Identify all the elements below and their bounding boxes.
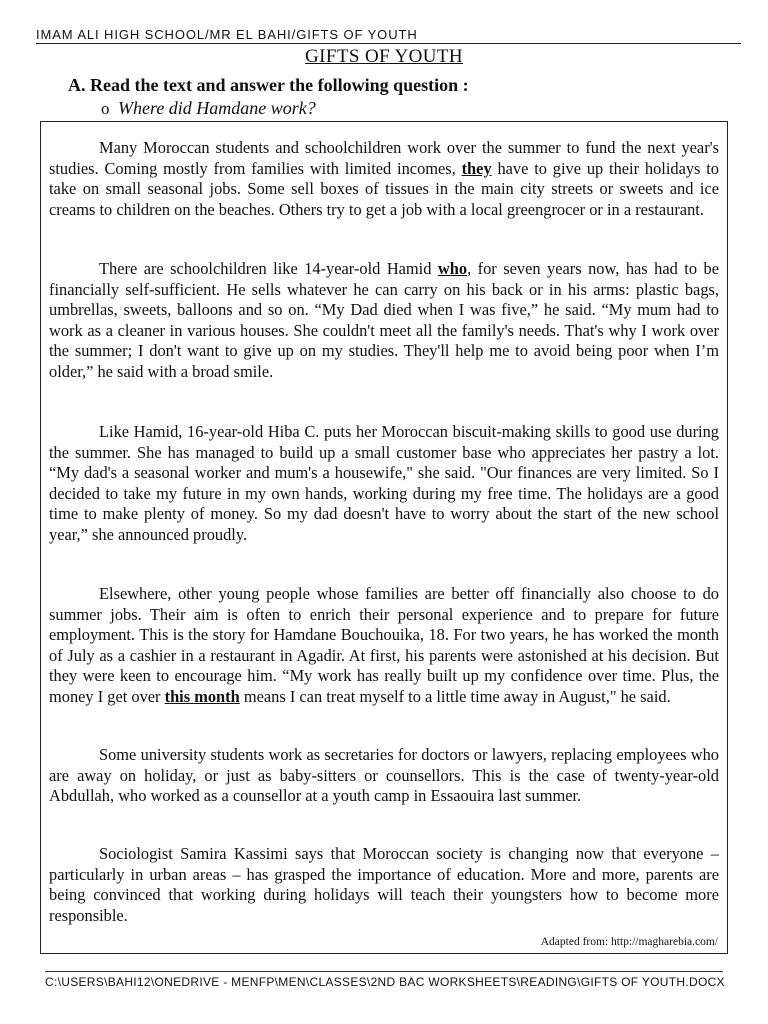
paragraph-2-text-a: There are schoolchildren like 14-year-old Hamid	[99, 259, 438, 278]
paragraph-1-text-a: Many Moroccan students and schoolchildren work over the summer to fund the next year's studies. Coming mostly from families with limited incomes,	[49, 138, 719, 178]
header-divider	[36, 43, 741, 44]
paragraph-4-text-b: means I can treat myself to a little time away in August," he said.	[239, 686, 671, 706]
document-title: GIFTS OF YOUTH	[305, 46, 463, 67]
underlined-word-who: who	[437, 259, 468, 278]
section-heading: A. Read the text and answer the following question :	[68, 75, 469, 95]
paragraph-6: Sociologist Samira Kassimi says that Moroccan society is changing now that everyone – particularly in urban areas – has grasped the importance of education. More and more, parents are being convinced that working during holidays will teach their youngsters how to become more responsible.	[49, 844, 719, 925]
bullet-marker: o	[101, 99, 110, 118]
reading-passage-box	[40, 121, 728, 954]
source-citation: Adapted from: http://magharebia.com/	[540, 936, 718, 948]
paragraph-4-text-a: Elsewhere, other young people whose families are better off financially also choose to do summer jobs. Their aim is often to enrich their personal experience and to prepare for future employment. This is the story for Hamdane Bouchouika, 18. For two years, he has worked the month of July as a cashier in a restaurant in Agadir. At first, his parents were astonished at his decision. But they were keen to encourage him. “My work has really built up my confidence over time. Plus, the money I get over	[49, 584, 719, 706]
paragraph-2	[49, 259, 719, 383]
paragraph-5: Some university students work as secretaries for doctors or lawyers, replacing employees who are away on holiday, or just as baby-sitters or counsellors. This is the case of twenty-year-old Abdullah, who worked as a counsellor at a youth camp in Essaouira last summer.	[49, 745, 719, 806]
underlined-phrase-this-month: this month	[164, 686, 240, 706]
question-text: Where did Hamdane work?	[118, 98, 316, 118]
footer-file-path: C:\USERS\BAHI12\ONEDRIVE - MENFP\MEN\CLASSES\2ND BAC WORKSHEETS\READING\GIFTS OF YOUTH.DOCX	[45, 975, 725, 989]
footer-divider	[45, 971, 723, 972]
paragraph-2-text-b: , for seven years now, has had to be financially self-sufficient. He sells whatever he can carry on his back or in his arms: plastic bags, umbrellas, sweets, balloons and so on. “My Dad died when I was five,” he said. “My mum had to work as a cleaner in various houses. She couldn't meet all the family's needs. That's why I work over the summer; I don't want to give up on my studies. They'll help me to avoid being poor when I’m older,” he said with a broad smile.	[49, 259, 719, 381]
underlined-word-they: they	[461, 158, 492, 178]
paragraph-4	[49, 584, 719, 708]
paragraph-1	[49, 138, 719, 220]
paragraph-1-text-b: have to give up their holidays to take on small seasonal jobs. Some sell boxes of tissues in the main city streets or sweets and ice creams to children on the beaches. Others try to get a job with a local greengrocer or in a restaurant.	[49, 158, 720, 219]
document-header: IMAM ALI HIGH SCHOOL/MR EL BAHI/GIFTS OF YOUTH	[36, 27, 418, 42]
paragraph-3: Like Hamid, 16-year-old Hiba C. puts her Moroccan biscuit-making skills to good use during the summer. She has managed to build up a small customer base who appreciates her pastry a lot. “My dad's a seasonal worker and mum's a housewife," she said. "Our finances are very limited. So I decided to take my future in my own hands, working during my free time. The holidays are a good time to make plenty of money. So my dad doesn't have to worry about the start of the new school year,” she announced proudly.	[49, 422, 719, 544]
